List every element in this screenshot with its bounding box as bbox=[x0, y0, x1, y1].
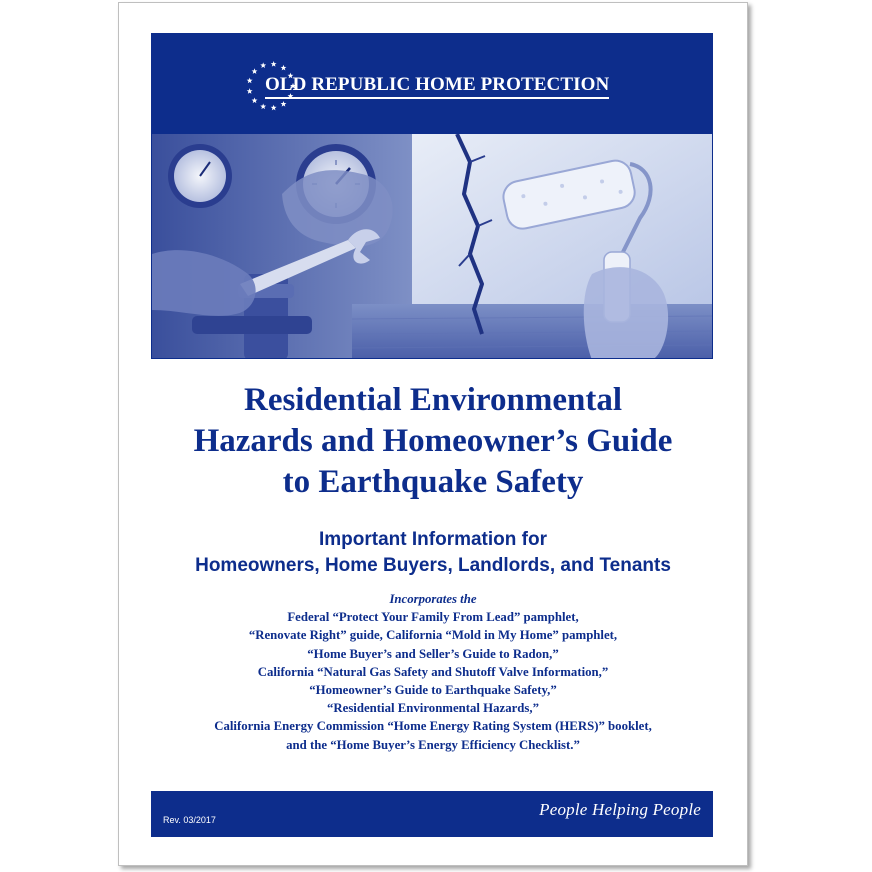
cover-photo-illustration bbox=[152, 134, 713, 359]
title-line: to Earthquake Safety bbox=[282, 464, 584, 500]
cover-photo bbox=[151, 133, 713, 359]
logo-star bbox=[281, 65, 287, 71]
logo-star bbox=[252, 97, 258, 103]
logo-star bbox=[271, 61, 277, 67]
incorporated-item: “Home Buyer’s and Seller’s Guide to Radon,” bbox=[307, 646, 559, 661]
document-subtitle bbox=[119, 527, 747, 579]
document-title bbox=[119, 380, 747, 503]
company-name: OLD REPUBLIC HOME PROTECTION bbox=[265, 74, 609, 99]
document-cover-page bbox=[118, 2, 748, 866]
title-line: Hazards and Homeowner’s Guide bbox=[193, 423, 673, 459]
tagline: People Helping People bbox=[539, 800, 701, 819]
footer-band bbox=[151, 791, 713, 837]
incorporated-documents bbox=[119, 590, 747, 754]
logo-star bbox=[260, 103, 266, 109]
header-band bbox=[151, 33, 713, 133]
incorporated-item: and the “Home Buyer’s Energy Efficiency Checklist.” bbox=[286, 737, 580, 752]
logo-star bbox=[260, 62, 266, 68]
revision-date: Rev. 03/2017 bbox=[163, 815, 216, 825]
logo-star bbox=[281, 101, 287, 107]
incorporated-item: California Energy Commission “Home Energy Rating System (HERS)” booklet, bbox=[214, 719, 652, 734]
incorporated-item: California “Natural Gas Safety and Shutoff Valve Information,” bbox=[257, 664, 609, 679]
logo-star bbox=[252, 68, 258, 74]
title-line: Residential Environmental bbox=[243, 382, 622, 418]
incorporated-item: “Renovate Right” guide, California “Mold in My Home” pamphlet, bbox=[248, 628, 618, 643]
incorporated-item: Federal “Protect Your Family From Lead” pamphlet, bbox=[287, 610, 579, 625]
brand-logo bbox=[243, 58, 643, 114]
subtitle-line: Homeowners, Home Buyers, Landlords, and Tenants bbox=[195, 555, 671, 576]
subtitle-line: Important Information for bbox=[319, 529, 547, 550]
logo-star bbox=[247, 88, 253, 94]
logo-star bbox=[271, 105, 277, 111]
incorporated-item: “Homeowner’s Guide to Earthquake Safety,” bbox=[309, 683, 557, 698]
logo-star bbox=[247, 78, 253, 84]
incorporated-item: “Residential Environmental Hazards,” bbox=[327, 701, 539, 716]
incorporates-lead: Incorporates the bbox=[389, 592, 477, 606]
